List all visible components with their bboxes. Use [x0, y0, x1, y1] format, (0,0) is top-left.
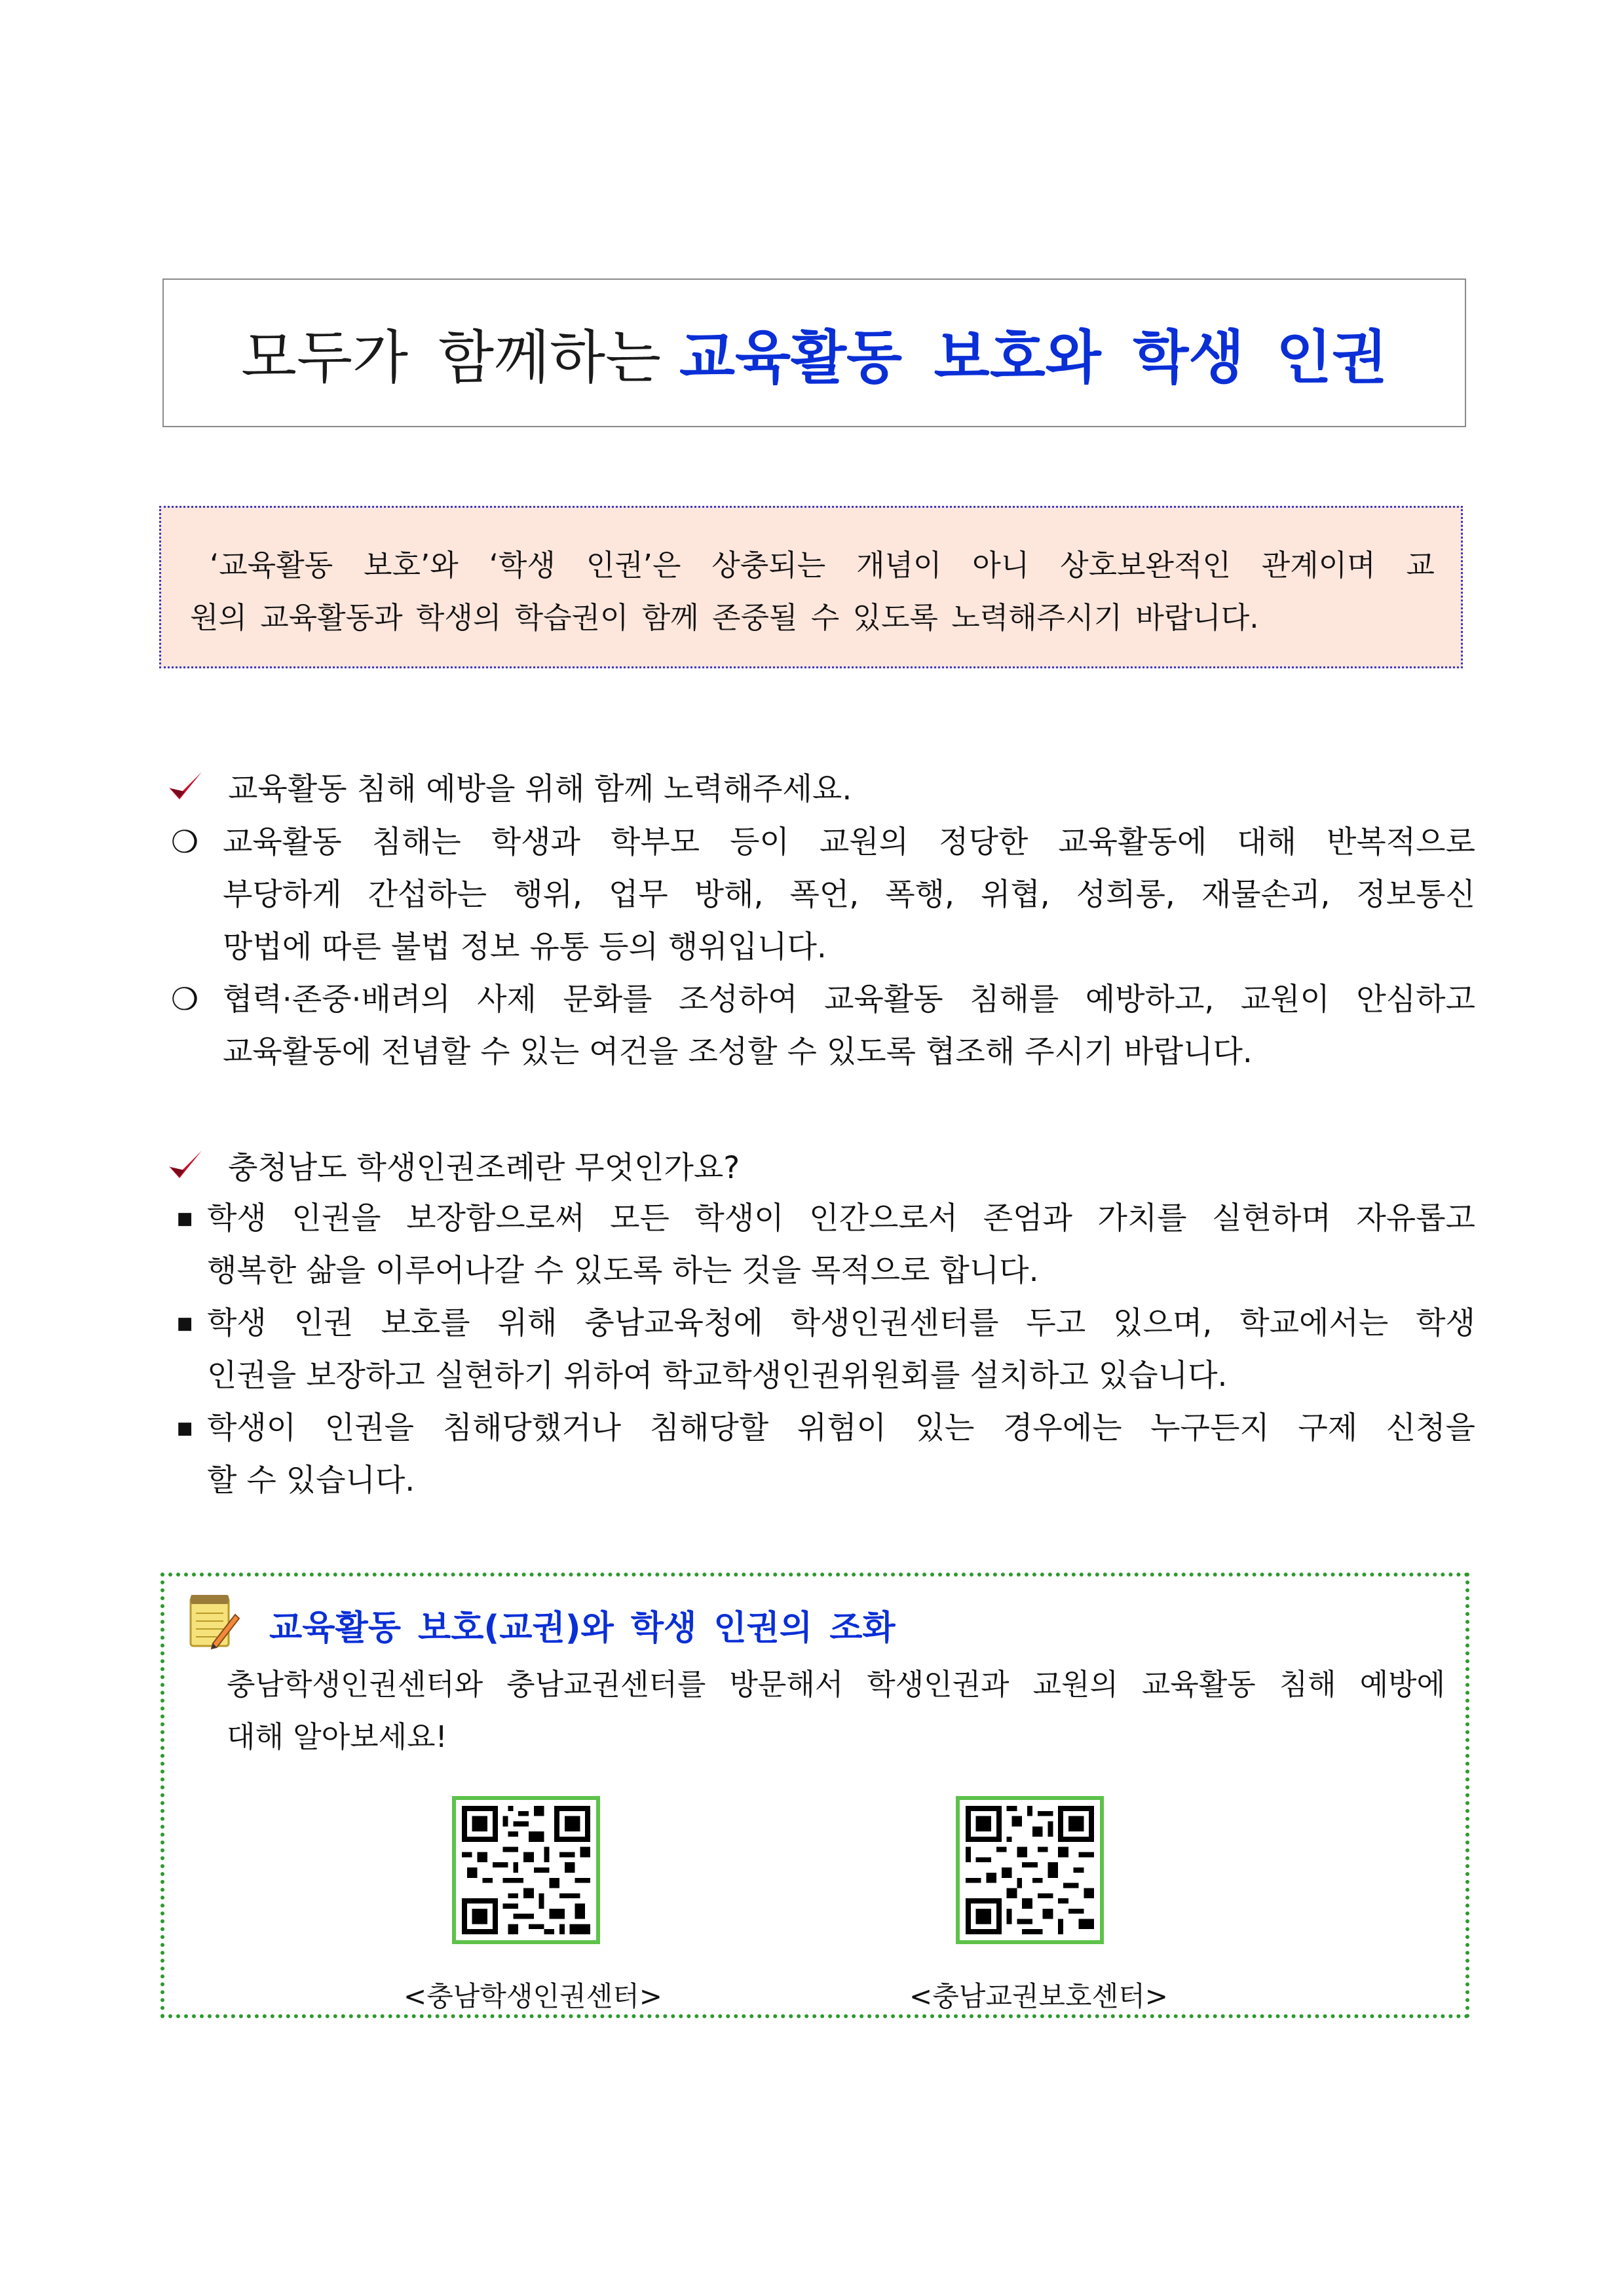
check-icon — [165, 767, 204, 806]
item-line: 협력·존중·배려의 사제 문화를 조성하여 교육활동 침해를 예방하고, 교원이 안심하고 — [223, 982, 1475, 1018]
list-item — [165, 1193, 1475, 1297]
qr-code-student-rights-center[interactable] — [452, 1796, 600, 1944]
item-line: 행복한 삶을 이루어나갈 수 있도록 하는 것을 목적으로 합니다. — [207, 1253, 1039, 1289]
list-item — [165, 816, 1475, 974]
section-heading — [165, 760, 1475, 813]
section-heading — [165, 1139, 1475, 1191]
harmony-box — [161, 1573, 1469, 2018]
list-item — [165, 1297, 1475, 1402]
item-line: 교육활동에 전념할 수 있는 여건을 조성할 수 있도록 협조해 주시기 바랍니다. — [223, 1034, 1253, 1070]
qr-code — [462, 1806, 590, 1934]
check-icon — [165, 1145, 204, 1185]
harmony-body-line-2: 대해 알아보세요! — [227, 1719, 447, 1754]
harmony-body-line-1: 충남학생인권센터와 충남교권센터를 방문해서 학생인권과 교원의 교육활동 침해 예방에 — [227, 1667, 1445, 1702]
qr-code-teacher-protection-center[interactable] — [956, 1796, 1104, 1944]
title-plain: 모두가 함께하는 — [240, 323, 662, 391]
item-line: 할 수 있습니다. — [207, 1463, 415, 1499]
item-line: 학생 인권 보호를 위해 충남교육청에 학생인권센터를 두고 있으며, 학교에서는 학생 — [207, 1305, 1475, 1341]
item-line: 망법에 따른 불법 정보 유통 등의 행위입니다. — [223, 929, 827, 965]
item-line: 부당하게 간섭하는 행위, 업무 방해, 폭언, 폭행, 위협, 성희롱, 재물손괴, 정보통신 — [223, 877, 1475, 913]
item-line: 교육활동 침해는 학생과 학부모 등이 교원의 정당한 교육활동에 대해 반복적으로 — [223, 824, 1475, 860]
square-bullet-icon: ■ — [176, 1314, 193, 1333]
list-item — [165, 974, 1475, 1079]
square-bullet-icon: ■ — [176, 1209, 193, 1229]
section-student-rights — [165, 1139, 1475, 1507]
qr-label-teacher-protection-center: <충남교권보호센터> — [909, 1980, 1168, 2012]
square-bullet-icon: ■ — [176, 1419, 193, 1438]
item-line: 학생 인권을 보장함으로써 모든 학생이 인간으로서 존엄과 가치를 실현하며 자유롭고 — [207, 1200, 1475, 1236]
memo-icon — [187, 1591, 240, 1650]
intro-line-2: 원의 교육활동과 학생의 학습권이 함께 존중될 수 있도록 노력해주시기 바랍니다. — [190, 600, 1259, 635]
qr-code — [966, 1806, 1094, 1934]
harmony-title: 교육활동 보호(교권)와 학생 인권의 조화 — [269, 1609, 896, 1648]
circle-bullet-icon: ❍ — [170, 982, 199, 1018]
section-teacher-protection — [165, 760, 1475, 1079]
harmony-body — [227, 1658, 1445, 1763]
item-line: 인권을 보장하고 실현하기 위하여 학교학생인권위원회를 설치하고 있습니다. — [207, 1358, 1228, 1394]
circle-bullet-icon: ❍ — [170, 824, 199, 860]
qr-label-student-rights-center: <충남학생인권센터> — [404, 1980, 662, 2012]
intro-box — [159, 506, 1463, 668]
section-heading-text: 충청남도 학생인권조례란 무엇인가요? — [228, 1149, 740, 1186]
section-heading-text: 교육활동 침해 예방을 위해 함께 노력해주세요. — [228, 771, 852, 807]
intro-line-1: ‘교육활동 보호’와 ‘학생 인권’은 상충되는 개념이 아니 상호보완적인 관계이며 교 — [210, 548, 1435, 583]
list-item — [165, 1402, 1475, 1507]
item-line: 학생이 인권을 침해당했거나 침해당할 위험이 있는 경우에는 누구든지 구제 신청을 — [207, 1410, 1475, 1446]
title-accent: 교육활동 보호와 학생 인권 — [679, 323, 1388, 391]
title-box — [162, 278, 1466, 427]
